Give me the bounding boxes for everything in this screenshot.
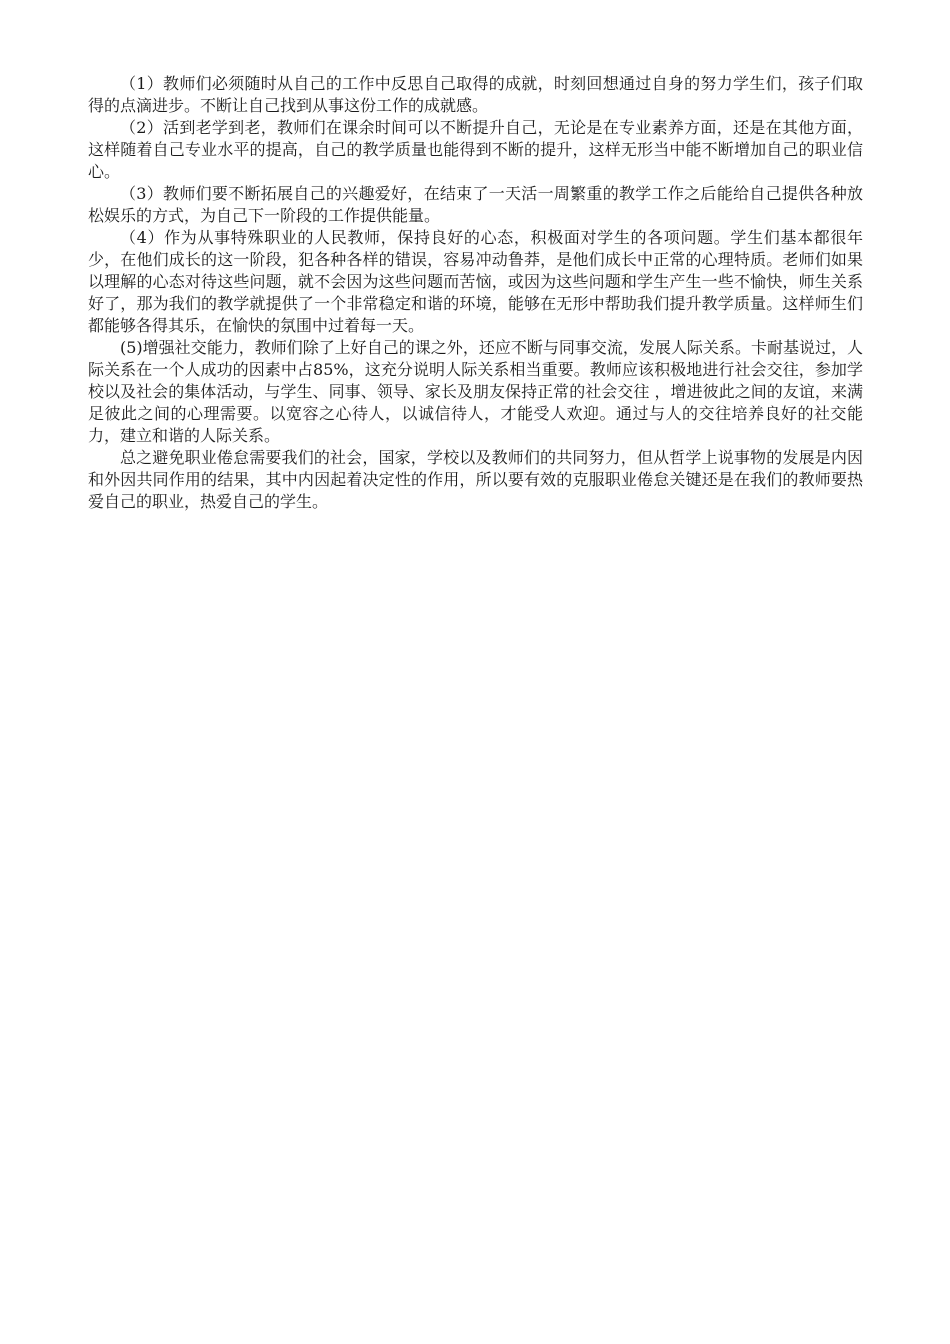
paragraph-1: （1）教师们必须随时从自己的工作中反思自己取得的成就，时刻回想通过自身的努力学生们，孩子们取得的点滴进步。不断让自己找到从事这份工作的成就感。 xyxy=(88,74,863,115)
paragraph-conclusion: 总之避免职业倦怠需要我们的社会，国家，学校以及教师们的共同努力，但从哲学上说事物的发展是内因和外因共同作用的结果，其中内因起着决定性的作用，所以要有效的克服职业倦怠关键还是在我们的教师要热爱自己的职业，热爱自己的学生。 xyxy=(88,448,863,511)
paragraph-2: （2）活到老学到老，教师们在课余时间可以不断提升自己，无论是在专业素养方面，还是在其他方面，这样随着自己专业水平的提高，自己的教学质量也能得到不断的提升，这样无形当中能不断增加自己的职业信心。 xyxy=(88,118,863,181)
document-body xyxy=(88,73,863,513)
paragraph-3: （3）教师们要不断拓展自己的兴趣爱好，在结束了一天活一周繁重的教学工作之后能给自己提供各种放松娱乐的方式，为自己下一阶段的工作提供能量。 xyxy=(88,184,863,225)
paragraph-4: （4）作为从事特殊职业的人民教师，保持良好的心态，积极面对学生的各项问题。学生们基本都很年少，在他们成长的这一阶段，犯各种各样的错误，容易冲动鲁莽，是他们成长中正常的心理特质。老师们如果以理解的心态对待这些问题，就不会因为这些问题而苦恼，或因为这些问题和学生产生一些不愉快，师生关系好了，那为我们的教学就提供了一个非常稳定和谐的环境，能够在无形中帮助我们提升教学质量。这样师生们都能够各得其乐，在愉快的氛围中过着每一天。 xyxy=(88,228,863,335)
paragraph-5: (5)增强社交能力，教师们除了上好自己的课之外，还应不断与同事交流，发展人际关系。卡耐基说过，人际关系在一个人成功的因素中占85%，这充分说明人际关系相当重要。教师应该积极地进行社会交往，参加学校以及社会的集体活动，与学生、同事、领导、家长及朋友保持正常的社会交往 ，增进彼此之间的友谊，来满足彼此之间的心理需要。以宽容之心待人，以诚信待人，才能受人欢迎。通过与人的交往培养良好的社交能力，建立和谐的人际关系。 xyxy=(88,338,863,445)
